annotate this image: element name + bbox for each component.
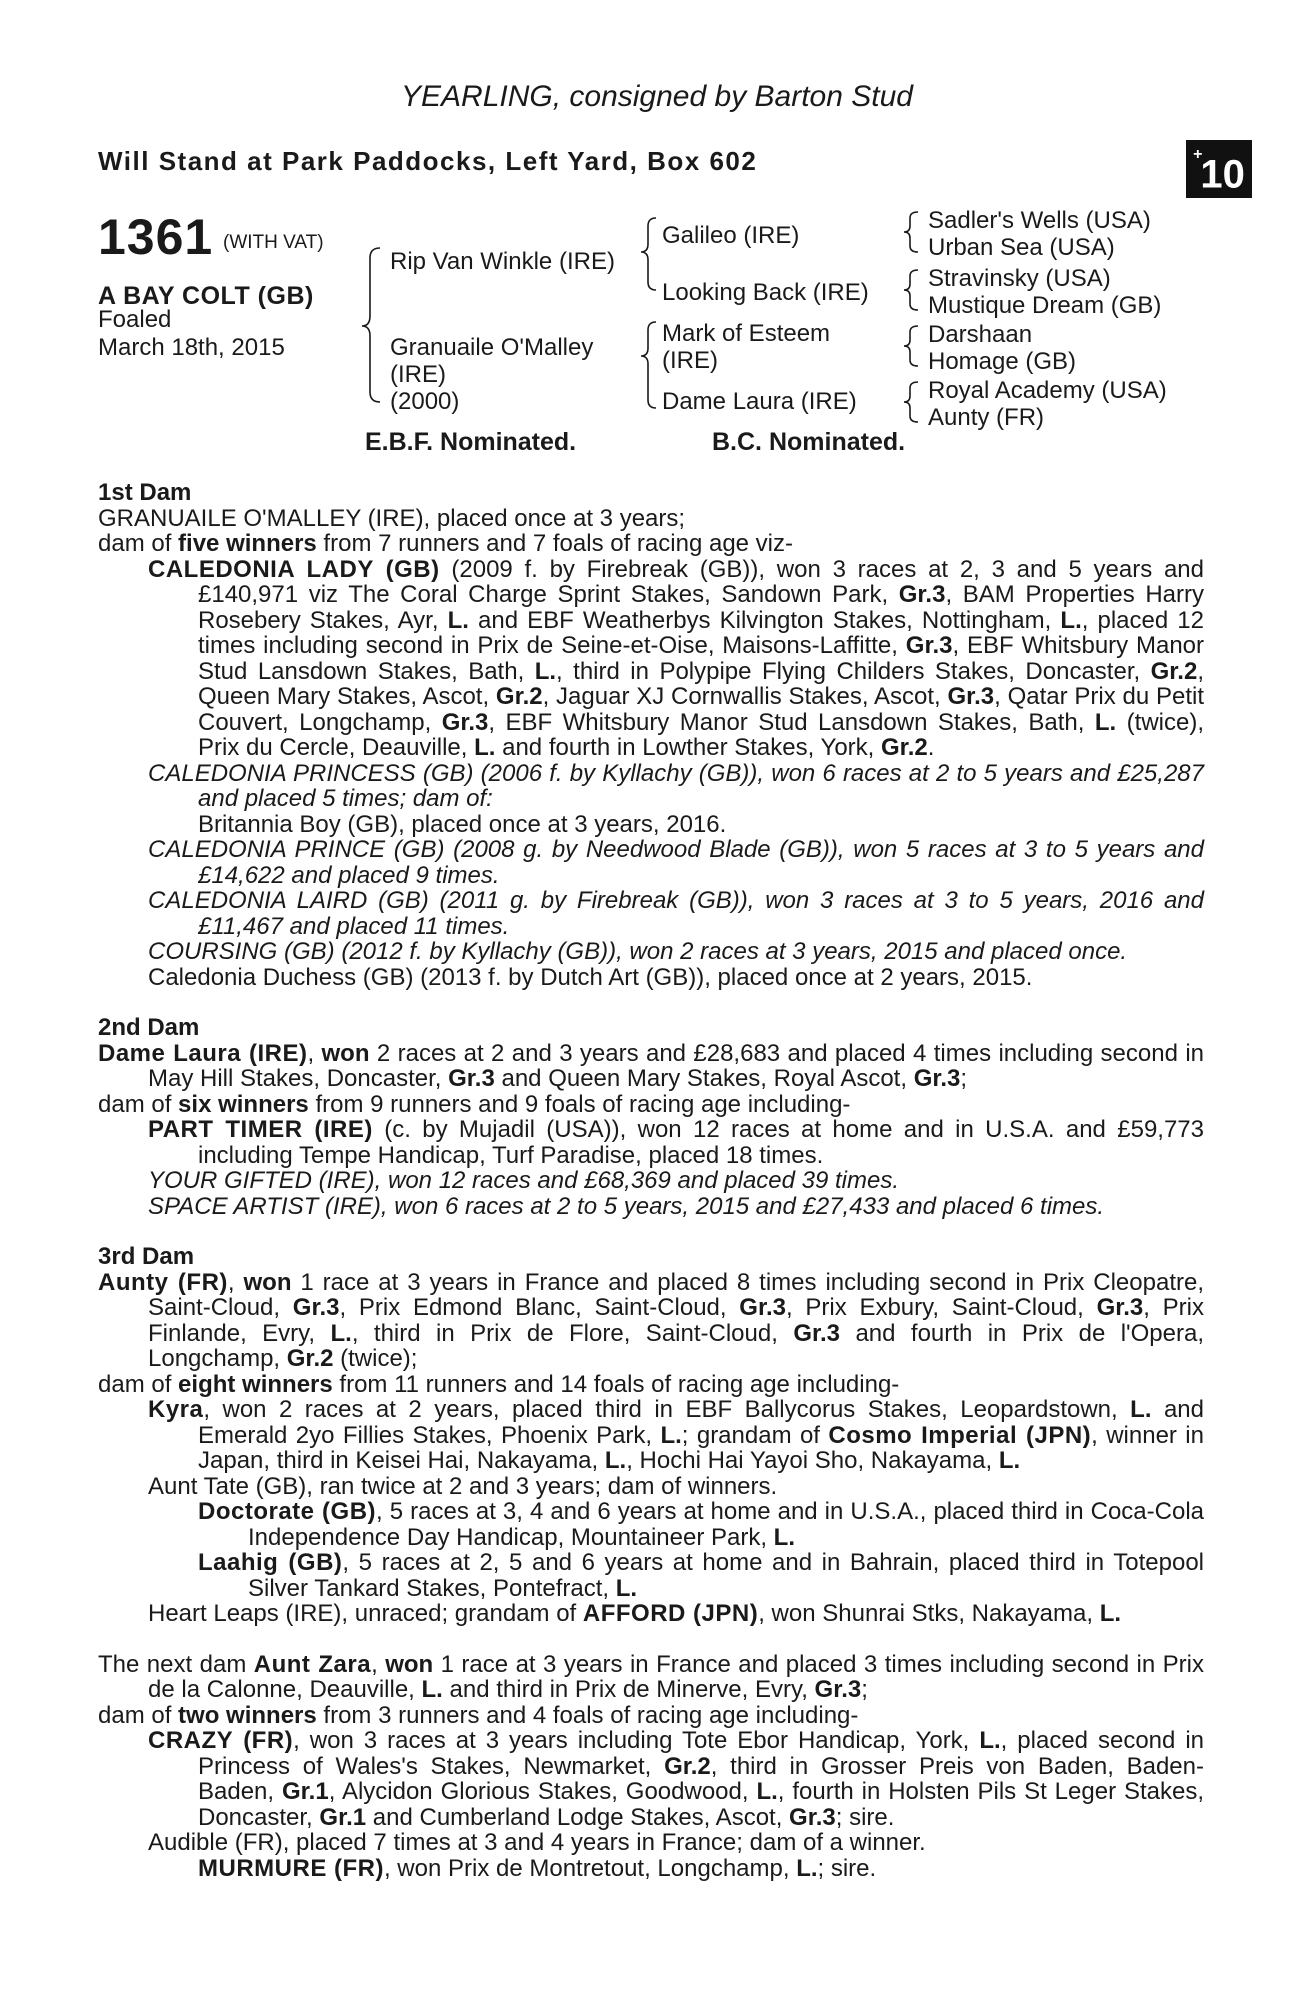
second-dam-produce-line [98,1092,1204,1118]
grade: L. [330,1319,352,1347]
lot-number: 1361 [98,209,214,265]
grade: Gr.3 [441,708,489,736]
text: and fourth in Lowther Stakes, York, [495,734,882,761]
grade: Gr.3 [292,1294,340,1321]
produce-sub-entry [98,1550,1204,1601]
horse-name: Aunt Zara [253,1650,372,1678]
text: , Alycidon Glorious Stakes, Goodwood, [328,1778,757,1805]
text: , EBF Whitsbury Manor Stud Lansdown Stakes, Bath, [198,632,1205,685]
ancestor-2: Urban Sea (USA) [928,234,1115,261]
horse-name: Doctorate (GB) [198,1498,377,1525]
grade: Gr.2 [286,1345,334,1372]
text: 1 race at 3 years in France and placed 8 times including second in Prix Cleopatre, Saint-Cloud, [148,1268,1204,1321]
first-dam-summary: GRANUAILE O'MALLEY (IRE), placed once at 3 years; [98,504,686,532]
text: (twice); [333,1345,418,1372]
text: , won Shunrai Stks, Nakayama, [758,1600,1100,1627]
grade: L. [534,657,557,685]
produce-entry [98,939,1204,965]
grade: Gr.3 [789,1803,836,1831]
next-dam-summary [98,1652,1204,1703]
text: and EBF Weatherbys Kilvington Stakes, Nottingham, [468,606,1061,634]
grade: Gr.3 [905,632,953,659]
produce-entry [98,1728,1204,1830]
text: SPACE ARTIST (IRE), won 6 races at 2 to 5 years, 2015 and £27,433 and placed 6 times. [148,1192,1105,1220]
text: , won 3 races at 3 years including Tote Ebor Handicap, York, [293,1727,980,1754]
ebf-nominated: E.B.F. Nominated. [365,428,577,456]
grade: Gr.3 [913,1065,961,1092]
dam-dam: Dame Laura (IRE) [662,388,857,415]
text: , won 2 races at 2 years, placed third in EBF Ballycorus Stakes, Leopardstown, [203,1396,1131,1423]
grade: Gr.2 [495,683,543,710]
text: YOUR GIFTED (IRE), won 12 races and £68,369 and placed 39 times. [148,1167,900,1194]
grade: L. [756,1778,778,1805]
won-label: won [243,1268,292,1296]
badge-number: 10 [1200,152,1245,197]
text: , Prix Finlande, Evry, [148,1294,1204,1347]
text: , [307,1039,322,1067]
text: and Queen Mary Stakes, Royal Ascot, [494,1065,914,1092]
grade: L. [615,1574,638,1602]
produce-entry [98,1194,1204,1220]
sire-sire: Galileo (IRE) [662,222,800,249]
bc-nominated: B.C. Nominated. [712,428,906,456]
ancestor-7: Royal Academy (USA) [928,377,1167,404]
text: ; sire. [835,1803,895,1831]
text: (c. by Mujadil (USA)), won 12 races at home and in U.S.A. and £59,773 including Tempe Handicap, Turf Paradise, placed 18 times. [198,1116,1204,1169]
produce-entry [98,1830,1204,1856]
text: and third in Prix de Minerve, Evry, [442,1676,815,1703]
second-dam-heading: 2nd Dam [98,1014,200,1041]
winners-count: six winners [178,1090,309,1118]
grade: L. [1094,708,1117,736]
produce-record [98,480,1204,1881]
grade: L. [421,1676,443,1703]
foaled-date: March 18th, 2015 [98,334,285,361]
horse-name: CRAZY (FR) [148,1727,294,1754]
grade: L. [773,1523,795,1551]
third-dam-produce-line [98,1372,1204,1398]
text: CALEDONIA PRINCE (GB) (2008 g. by Needwood Blade (GB)), won 5 races at 3 to 5 years and £14,622 and placed 9 times. [148,836,1204,889]
grade: L. [1130,1396,1152,1423]
text: dam of [98,530,179,557]
text: , 5 races at 3, 4 and 6 years at home and in U.S.A., placed third in Coca-Cola Independence Day Handicap, Mountaineer Park, [248,1498,1205,1551]
text: , third in Polypipe Flying Childers Stakes, Doncaster, [556,657,1151,685]
grade: Gr.3 [1096,1294,1144,1321]
grade: Gr.2 [664,1752,711,1780]
grade: Gr.2 [881,734,928,761]
produce-entry [98,965,1204,991]
ancestor-1: Sadler's Wells (USA) [928,207,1151,234]
grade: L. [604,1447,627,1474]
first-dam-heading: 1st Dam [98,479,192,506]
text: , placed second in Princess of Wales's Stakes, Newmarket, [198,1727,1205,1780]
produce-entry [98,1601,1204,1627]
text: , Prix Exbury, Saint-Cloud, [786,1294,1097,1321]
text: , 5 races at 2, 5 and 6 years at home and in Bahrain, placed third in Totepool Silver Tankard Stakes, Pontefract, [248,1549,1205,1602]
grade: Gr.3 [814,1676,862,1703]
produce-entry [98,837,1204,888]
grade: L. [796,1854,818,1882]
text: , EBF Whitsbury Manor Stud Lansdown Stakes, Bath, [488,708,1095,736]
stabling-location: Will Stand at Park Paddocks, Left Yard, Box 602 [98,146,758,176]
text: , Qatar Prix du Petit Couvert, Longchamp, [198,683,1204,736]
text: COURSING (GB) (2012 f. by Kyllachy (GB)), won 2 races at 3 years, 2015 and placed once. [148,938,1128,965]
lot-description: A BAY COLT (GB) [98,282,314,310]
text: 1 race at 3 years in France and placed 3 times including second in Prix de la Calonne, Deauville, [148,1650,1204,1703]
grade: L. [998,1447,1021,1474]
ancestor-8: Aunty (FR) [928,404,1045,431]
horse-name: Laahig (GB) [198,1549,343,1576]
text: , Prix Edmond Blanc, Saint-Cloud, [339,1294,740,1321]
won-label: won [385,1650,434,1678]
sire-dam: Looking Back (IRE) [662,279,869,306]
winners-count: two winners [178,1701,317,1729]
text: CALEDONIA LAIRD (GB) (2011 g. by Firebreak (GB)), won 3 races at 3 to 5 years, 2016 and £11,467 and placed 11 times. [148,887,1204,940]
ancestor-6: Homage (GB) [928,348,1077,375]
text: , Hochi Hai Yayoi Sho, Nakayama, [626,1447,999,1474]
produce-entry [98,1168,1204,1194]
text: from 11 runners and 14 foals of racing age including- [332,1370,900,1398]
third-dam-summary [98,1270,1204,1372]
horse-name: Dame Laura (IRE) [98,1039,308,1067]
horse-name: AFFORD (JPN) [582,1600,759,1627]
second-dam-summary [98,1041,1204,1092]
grade: L. [1099,1600,1122,1627]
grade: Gr.3 [898,581,946,608]
first-dam-produce-line [98,531,1204,557]
text: and Emerald 2yo Fillies Stakes, Phoenix Park, [198,1396,1204,1449]
dam-line-1: Granuaile O'Malley [390,334,594,361]
grade: L. [660,1421,682,1449]
text: Aunt Tate (GB), ran twice at 2 and 3 years; dam of winners. [148,1472,778,1500]
grade: Gr.3 [947,683,995,710]
text: , [227,1268,244,1296]
winners-count: five winners [178,530,317,557]
won-label: won [321,1039,370,1067]
text: Caledonia Duchess (GB) (2013 f. by Dutch Art (GB)), placed once at 2 years, 2015. [148,963,1033,991]
horse-name: MURMURE (FR) [198,1854,384,1882]
text: from 3 runners and 4 foals of racing age including- [316,1701,859,1729]
text: (2009 f. by Firebreak (GB)), won 3 races at 2, 3 and 5 years and £140,971 viz The Coral Charge Sprint Stakes, Sandown Park, [198,555,1204,608]
text: , winner in Japan, third in Keisei Hai, Nakayama, [198,1421,1204,1474]
text: , fourth in Holsten Pils St Leger Stakes, Doncaster, [198,1778,1205,1831]
text: , won Prix de Montretout, Longchamp, [383,1854,797,1882]
text: ; grandam of [681,1421,829,1449]
catalogue-title: YEARLING, consigned by Barton Stud [401,80,913,113]
text: ; [861,1676,868,1703]
produce-entry [98,557,1204,761]
vat-note: (WITH VAT) [223,232,324,253]
ancestor-5: Darshaan [928,321,1033,348]
grade: Gr.3 [793,1319,841,1347]
produce-entry [98,761,1204,812]
text: , third in Prix de Flore, Saint-Cloud, [351,1319,794,1347]
dam-sire-line-1: Mark of Esteem [662,320,831,347]
grade: Gr.2 [1150,657,1198,685]
horse-name: Kyra [148,1396,204,1423]
text: , placed 12 times including second in Prix de Seine-et-Oise, Maisons-Laffitte, [198,606,1204,659]
dam-line-3: (2000) [390,388,460,415]
foaled-label: Foaled [98,306,172,333]
grade: Gr.3 [448,1065,495,1092]
text: from 9 runners and 9 foals of racing age including- [308,1090,851,1118]
produce-entry [98,1397,1204,1474]
dam-line-2: (IRE) [390,361,446,388]
grade: L. [979,1727,1001,1754]
grade: L. [447,606,469,634]
text: (twice), Prix du Cercle, Deauville, [198,708,1204,761]
text: CALEDONIA PRINCESS (GB) (2006 f. by Kyllachy (GB)), won 6 races at 2 to 5 years and £25,287 and placed 5 times; dam of: [148,759,1204,812]
produce-entry [98,1474,1204,1500]
ancestor-3: Stravinsky (USA) [928,265,1111,292]
text: and fourth in Prix de l'Opera, Longchamp, [148,1319,1205,1372]
produce-sub-entry [98,1499,1204,1550]
text: , Jaguar XJ Cornwallis Stakes, Ascot, [542,683,948,710]
text: , Queen Mary Stakes, Ascot, [198,657,1204,710]
third-dam-heading: 3rd Dam [98,1243,195,1270]
text: 2 races at 2 and 3 years and £28,683 and placed 4 times including second in May Hill Stakes, Doncaster, [148,1039,1204,1092]
grade: L. [1060,606,1082,634]
text: Britannia Boy (GB), placed once at 3 years, 2016. [198,810,727,838]
produce-entry [98,1117,1204,1168]
text: dam of [98,1090,179,1118]
text: , [371,1650,386,1678]
text: , BAM Properties Harry Rosebery Stakes, Ayr, [198,581,1204,634]
produce-sub-entry [98,1856,1204,1882]
grade: Gr.1 [281,1778,329,1805]
text: The next dam [98,1650,254,1678]
winners-count: eight winners [178,1370,333,1398]
text: Audible (FR), placed 7 times at 3 and 4 years in France; dam of a winner. [148,1829,926,1856]
grade: L. [474,734,496,761]
ancestor-4: Mustique Dream (GB) [928,292,1162,319]
text: Heart Leaps (IRE), unraced; grandam of [148,1600,583,1627]
dam-sire-line-2: (IRE) [662,347,718,374]
next-dam-produce-line [98,1703,1204,1729]
text: . [927,734,935,761]
produce-entry [98,888,1204,939]
grade: Gr.3 [739,1294,786,1321]
horse-name: CALEDONIA LADY (GB) [148,555,440,583]
horse-name: Aunty (FR) [98,1268,228,1296]
text: ; sire. [817,1854,877,1882]
text: from 7 runners and 7 foals of racing age viz- [316,530,794,557]
text: and Cumberland Lodge Stakes, Ascot, [366,1803,790,1831]
badge-mark: + [1193,146,1203,163]
grade: Gr.1 [319,1803,367,1831]
horse-name: PART TIMER (IRE) [148,1116,373,1143]
sire: Rip Van Winkle (IRE) [390,248,615,275]
text: ; [960,1065,968,1092]
text: , third in Grosser Preis von Baden, Baden-Baden, [198,1752,1204,1805]
text: dam of [98,1370,179,1398]
horse-name: Cosmo Imperial (JPN) [828,1421,1092,1449]
produce-sub-entry [98,812,1204,838]
text: dam of [98,1701,179,1729]
